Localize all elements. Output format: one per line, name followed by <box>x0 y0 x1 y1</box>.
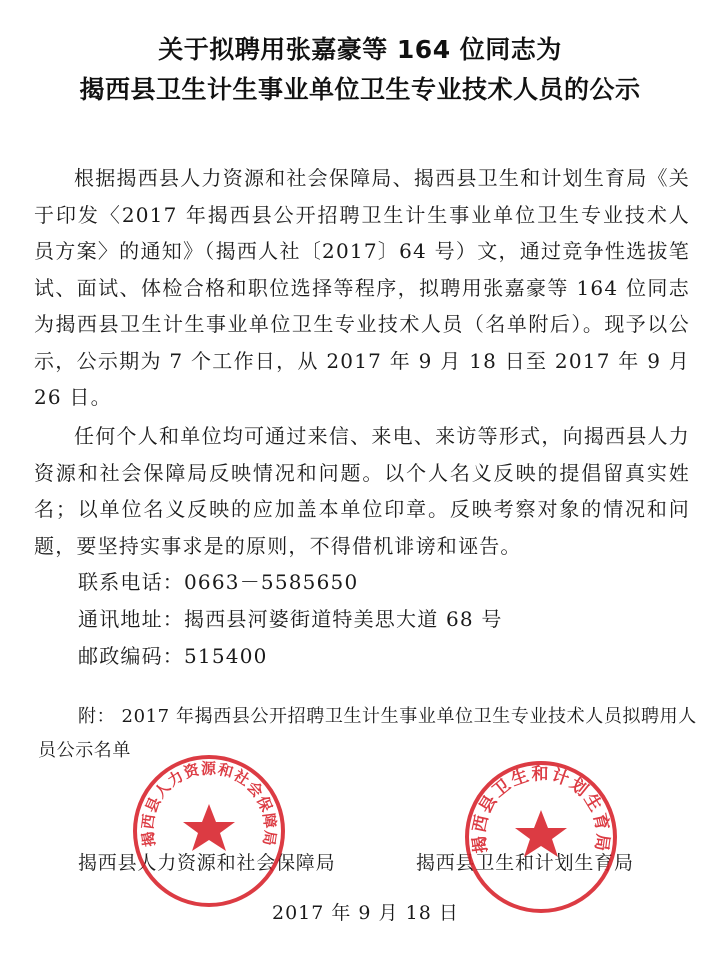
svg-text:揭西县卫生和计划生育局: 揭西县卫生和计划生育局 <box>469 764 613 855</box>
contact-postcode: 邮政编码：515400 <box>78 644 268 668</box>
signer-health-bureau: 揭西县卫生和计划生育局 <box>416 852 634 874</box>
svg-text:揭西县人力资源和社会保障局: 揭西县人力资源和社会保障局 <box>138 759 280 848</box>
seal-star-icon <box>515 810 567 857</box>
document-title-line-2: 揭西县卫生计生事业单位卫生专业技术人员的公示 <box>79 75 641 104</box>
document-title-line-1: 关于拟聘用张嘉豪等 164 位同志为 <box>158 35 562 64</box>
official-seal-health <box>462 758 620 916</box>
body-paragraph-2: 任何个人和单位均可通过来信、来电、来访等形式，向揭西县人力资源和社会保障局反映情况和问题。以个人名义反映的提倡留真实姓名；以单位名义反映的应加盖本单位印章。反映考察对象的情况和问题，要坚持实事求是的原则，不得借机诽谤和诬告。 <box>34 424 690 558</box>
contact-phone: 联系电话：0663－5585650 <box>78 570 359 594</box>
attachment-note: 附： 2017 年揭西县公开招聘卫生计生事业单位卫生专业技术人员拟聘用人员公示名单 <box>38 706 697 761</box>
document-date: 2017 年 9 月 18 日 <box>272 902 459 924</box>
body-paragraph-1: 根据揭西县人力资源和社会保障局、揭西县卫生和计划生育局《关于印发〈2017 年揭西县公开招聘卫生计生事业单位卫生专业技术人员方案〉的通知》（揭西人社〔2017〕64 号）文，通过竞争性选拔笔试、面试、体检合格和职位选择等程序，拟聘用张嘉豪等 164 位同志为揭西县卫生计生事业单位卫生专业技术人员（名单附后）。现予以公示，公示期为 7 个工作日，从 2017 年 9 月 18 日至 2017 年 9 月 26 日。 <box>34 166 690 409</box>
contact-address: 通讯地址：揭西县河婆街道特美思大道 68 号 <box>78 607 503 631</box>
official-seal-hrss <box>130 752 288 910</box>
seal-star-icon <box>183 804 235 851</box>
signer-hrss-bureau: 揭西县人力资源和社会保障局 <box>78 852 336 874</box>
